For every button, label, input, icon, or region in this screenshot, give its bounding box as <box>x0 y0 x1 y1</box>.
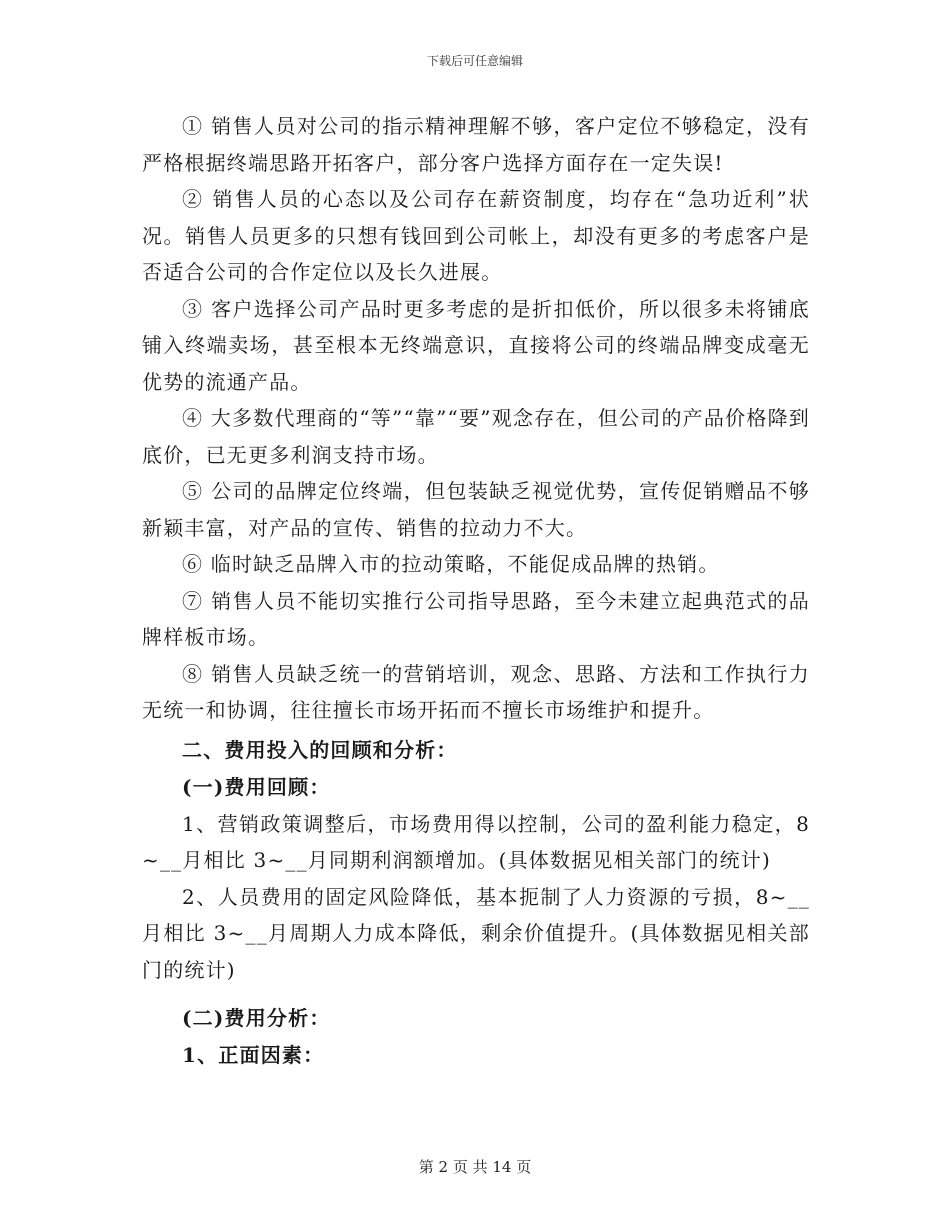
review-item-1: 1、营销政策调整后，市场费用得以控制，公司的盈利能力稳定，8~__月相比 3~__月同期利润额增加。(具体数据见相关部门的统计) <box>142 811 810 872</box>
paragraph-3: ③ 客户选择公司产品时更多考虑的是折扣低价，所以很多未将铺底铺入终端卖场，甚至根本无终端意识，直接将公司的终端品牌变成毫无优势的流通产品。 <box>142 296 810 394</box>
page-footer: 第 2 页 共 14 页 <box>418 1158 532 1176</box>
paragraph-5: ⑤ 公司的品牌定位终端，但包装缺乏视觉优势，宣传促销赠品不够新颖丰富，对产品的宣传、销售的拉动力不大。 <box>142 479 810 540</box>
subheading-expense-review: (一)费用回顾： <box>182 774 331 799</box>
document-body <box>142 108 810 1074</box>
subheading-positive-factors: 1、正面因素： <box>182 1043 325 1067</box>
paragraph-2: ② 销售人员的心态以及公司存在薪资制度，均存在“急功近利”状况。销售人员更多的只想有钱回到公司帐上，却没有更多的考虑客户是否适合公司的合作定位以及长久进展。 <box>142 187 810 284</box>
paragraph-7: ⑦ 销售人员不能切实推行公司指导思路，至今未建立起典范式的品牌样板市场。 <box>142 588 810 649</box>
section-heading-2: 二、费用投入的回顾和分析： <box>182 737 458 762</box>
paragraph-6: ⑥ 临时缺乏品牌入市的拉动策略，不能促成品牌的热销。 <box>182 552 720 576</box>
review-item-2: 2、人员费用的固定风险降低，基本扼制了人力资源的亏损，8~__月相比 3~__月周期人力成本降低，剩余价值提升。(具体数据见相关部门的统计) <box>142 884 810 982</box>
paragraph-8: ⑧ 销售人员缺乏统一的营销培训，观念、思路、方法和工作执行力无统一和协调，往往擅长市场开拓而不擅长市场维护和提升。 <box>142 661 810 722</box>
page-header: 下载后可任意编辑 <box>426 54 523 68</box>
paragraph-4: ④ 大多数代理商的“等”“靠”“要”观念存在，但公司的产品价格降到底价，已无更多利润支持市场。 <box>142 406 810 467</box>
paragraph-1: ① 销售人员对公司的指示精神理解不够，客户定位不够稳定，没有严格根据终端思路开拓客户，部分客户选择方面存在一定失误! <box>142 114 810 175</box>
subheading-expense-analysis: (二)费用分析： <box>182 1006 331 1030</box>
